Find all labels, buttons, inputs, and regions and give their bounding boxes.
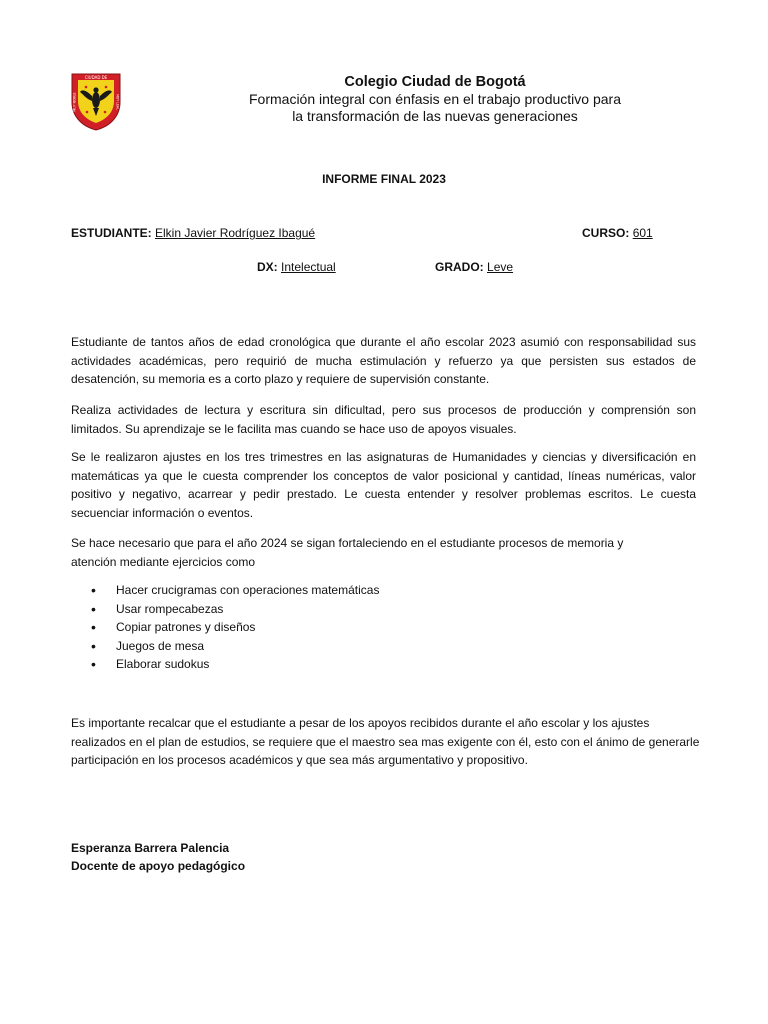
course-label: CURSO: xyxy=(582,226,630,240)
paragraph-1 xyxy=(71,333,696,389)
grade-value: Leve xyxy=(487,260,514,274)
list-item: • Elaborar sudokus xyxy=(91,655,379,674)
course-field xyxy=(582,225,653,241)
student-name: Elkin Javier Rodríguez Ibagué xyxy=(155,226,316,240)
diagnosis-value: Intelectual xyxy=(281,260,336,274)
diagnosis-label: DX: xyxy=(257,260,278,274)
list-item: • Hacer crucigramas con operaciones matemáticas xyxy=(91,581,379,600)
list-item: • Copiar patrones y diseños xyxy=(91,618,379,637)
student-label: ESTUDIANTE: xyxy=(71,226,152,240)
grade-label: GRADO: xyxy=(435,260,484,274)
student-field xyxy=(71,225,315,241)
paragraph-text: Es importante recalcar que el estudiante a pesar de los apoyos recibidos durante el año escolar y los ajustes realizados en el plan de estudios, se requiere que el maestro sea mas exigente con él, esto con el ánimo de generarle participación en los procesos académicos y que sea más argumentativo y propositivo. xyxy=(71,716,700,768)
course-value: 601 xyxy=(632,226,653,240)
crest-text-top: CIUDAD DE xyxy=(84,75,108,80)
list-item: • Usar rompecabezas xyxy=(91,600,379,619)
paragraph-4 xyxy=(71,534,671,571)
list-item: • Juegos de mesa xyxy=(91,637,379,656)
signature-block xyxy=(71,839,245,875)
bogota-coat-of-arms-icon xyxy=(70,72,122,132)
institution-name: Colegio Ciudad de Bogotá xyxy=(344,74,526,90)
paragraph-3 xyxy=(71,448,696,522)
diagnosis-field xyxy=(257,259,336,275)
institution-tagline-line2: la transformación de las nuevas generaciones xyxy=(292,108,578,124)
crest-text-left: MUY NOBLE xyxy=(72,92,77,112)
signature-name: Esperanza Barrera Palencia xyxy=(71,841,230,855)
paragraph-text: Se hace necesario que para el año 2024 se sigan fortaleciendo en el estudiante procesos de memoria y atención mediante ejercicios como xyxy=(71,536,624,569)
signature-role: Docente de apoyo pedagógico xyxy=(71,859,246,873)
paragraph-text: Se le realizaron ajustes en los tres trimestres en las asignaturas de Humanidades y ciencias y diversificación en matemáticas ya que le cuesta comprender los conceptos de valor posicional y cantidad, líneas numéricas, valor positivo y negativo, acarrear y pedir prestado. Le cuesta entender y resolver problemas escritos. Le cuesta secuenciar información o eventos. xyxy=(71,450,696,520)
paragraph-text: Estudiante de tantos años de edad cronológica que durante el año escolar 2023 asumió con responsabilidad sus actividades académicas, pero requirió de mucha estimulación y refuerzo ya que persisten sus estados de desatención, su memoria es a corto plazo y requiere de supervisión constante. xyxy=(71,335,696,387)
paragraph-text: Realiza actividades de lectura y escritura sin dificultad, pero sus procesos de producción y comprensión son limitados. Su aprendizaje se le facilita mas cuando se hace uso de apoyos visuales. xyxy=(71,403,696,436)
institution-header xyxy=(220,73,650,125)
activities-list xyxy=(91,581,379,674)
crest-text-right: MUY LEAL xyxy=(115,94,120,110)
closing-paragraph xyxy=(71,714,701,770)
institution-tagline-line1: Formación integral con énfasis en el trabajo productivo para xyxy=(249,91,621,107)
paragraph-2 xyxy=(71,401,696,438)
grade-field xyxy=(435,259,513,275)
report-title: INFORME FINAL 2023 xyxy=(322,172,446,186)
